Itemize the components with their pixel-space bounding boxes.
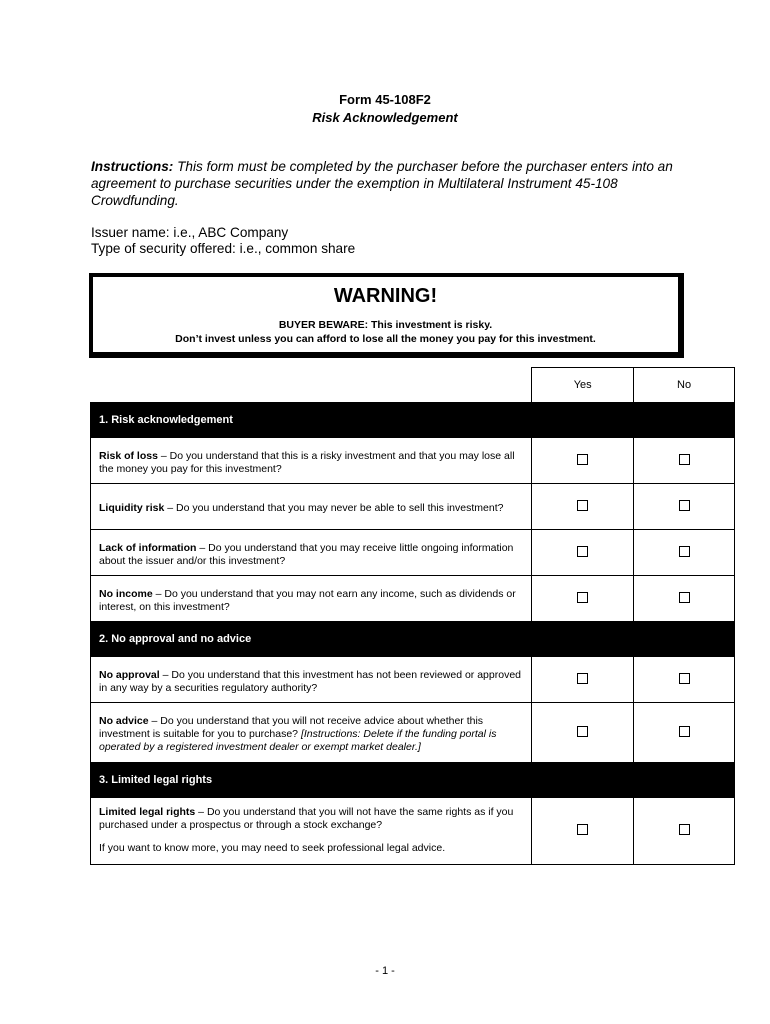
table-row	[91, 657, 735, 703]
question-no-income: No income – Do you understand that you may not earn any income, such as dividends or interest, on this investment?	[91, 576, 532, 622]
table-row	[91, 703, 735, 763]
table-row	[91, 530, 735, 576]
no-checkbox[interactable]	[679, 500, 690, 511]
no-checkbox[interactable]	[679, 726, 690, 737]
yes-checkbox[interactable]	[577, 500, 588, 511]
table-row	[91, 798, 735, 865]
header-blank-cell	[91, 368, 532, 403]
form-title: Risk Acknowledgement	[312, 110, 458, 125]
section-header: 1. Risk acknowledgement	[91, 403, 735, 438]
table-header-row	[91, 368, 735, 403]
table-row	[91, 438, 735, 484]
warning-box	[89, 273, 684, 358]
question-limited-legal-rights: Limited legal rights – Do you understand that you will not have the same rights as if you purchased under a prospectus or through a stock exchange? If you want to know more, you may need to seek professional legal advice.	[91, 798, 532, 865]
question-risk-of-loss: Risk of loss – Do you understand that this is a risky investment and that you may lose all the money you pay for this investment?	[91, 438, 532, 484]
question-liquidity-risk: Liquidity risk – Do you understand that you may never be able to sell this investment?	[91, 484, 532, 530]
security-type: Type of security offered: i.e., common share	[91, 241, 356, 256]
no-checkbox[interactable]	[679, 546, 690, 557]
no-checkbox[interactable]	[679, 673, 690, 684]
yes-checkbox[interactable]	[577, 726, 588, 737]
section-header: 2. No approval and no advice	[91, 622, 735, 657]
section-header: 3. Limited legal rights	[91, 763, 735, 798]
header-no: No	[634, 368, 735, 403]
issuer-info	[91, 225, 355, 257]
instructions-text: This form must be completed by the purchaser before the purchaser enters into an agreement to purchase securities under the exemption in Multilateral Instrument 45-108 Crowdfunding.	[91, 159, 673, 208]
yes-checkbox[interactable]	[577, 824, 588, 835]
question-no-approval: No approval – Do you understand that this investment has not been reviewed or approved in any way by a securities regulatory authority?	[91, 657, 532, 703]
yes-checkbox[interactable]	[577, 454, 588, 465]
no-checkbox[interactable]	[679, 824, 690, 835]
instruction-note: [Instructions: Delete if the funding portal is operated by a registered investment dealer or exempt market dealer.]	[99, 728, 497, 753]
header-yes: Yes	[532, 368, 634, 403]
no-checkbox[interactable]	[679, 454, 690, 465]
yes-checkbox[interactable]	[577, 592, 588, 603]
instructions-label: Instructions:	[91, 159, 174, 174]
legal-advice-note: If you want to know more, you may need to seek professional legal advice.	[99, 841, 446, 854]
issuer-name: Issuer name: i.e., ABC Company	[91, 225, 289, 240]
form-number: Form 45-108F2	[339, 92, 431, 107]
yes-checkbox[interactable]	[577, 546, 588, 557]
warning-line-2: Don’t invest unless you can afford to lose all the money you pay for this investment.	[175, 333, 596, 345]
page-number: - 1 -	[375, 965, 395, 977]
warning-title: WARNING!	[333, 285, 438, 307]
warning-line-1: BUYER BEWARE: This investment is risky.	[278, 319, 493, 331]
question-no-advice: No advice – Do you understand that you will not receive advice about whether this investment is suitable for you to purchase? [Instructions: Delete if the funding portal is operated by a registered investment dealer or exempt market dealer.]	[91, 703, 532, 763]
table-row	[91, 484, 735, 530]
risk-table	[90, 367, 735, 865]
table-row	[91, 576, 735, 622]
question-lack-of-information: Lack of information – Do you understand that you may receive little ongoing information about the issuer and/or this investment?	[91, 530, 532, 576]
instructions	[91, 158, 691, 209]
no-checkbox[interactable]	[679, 592, 690, 603]
yes-checkbox[interactable]	[577, 673, 588, 684]
